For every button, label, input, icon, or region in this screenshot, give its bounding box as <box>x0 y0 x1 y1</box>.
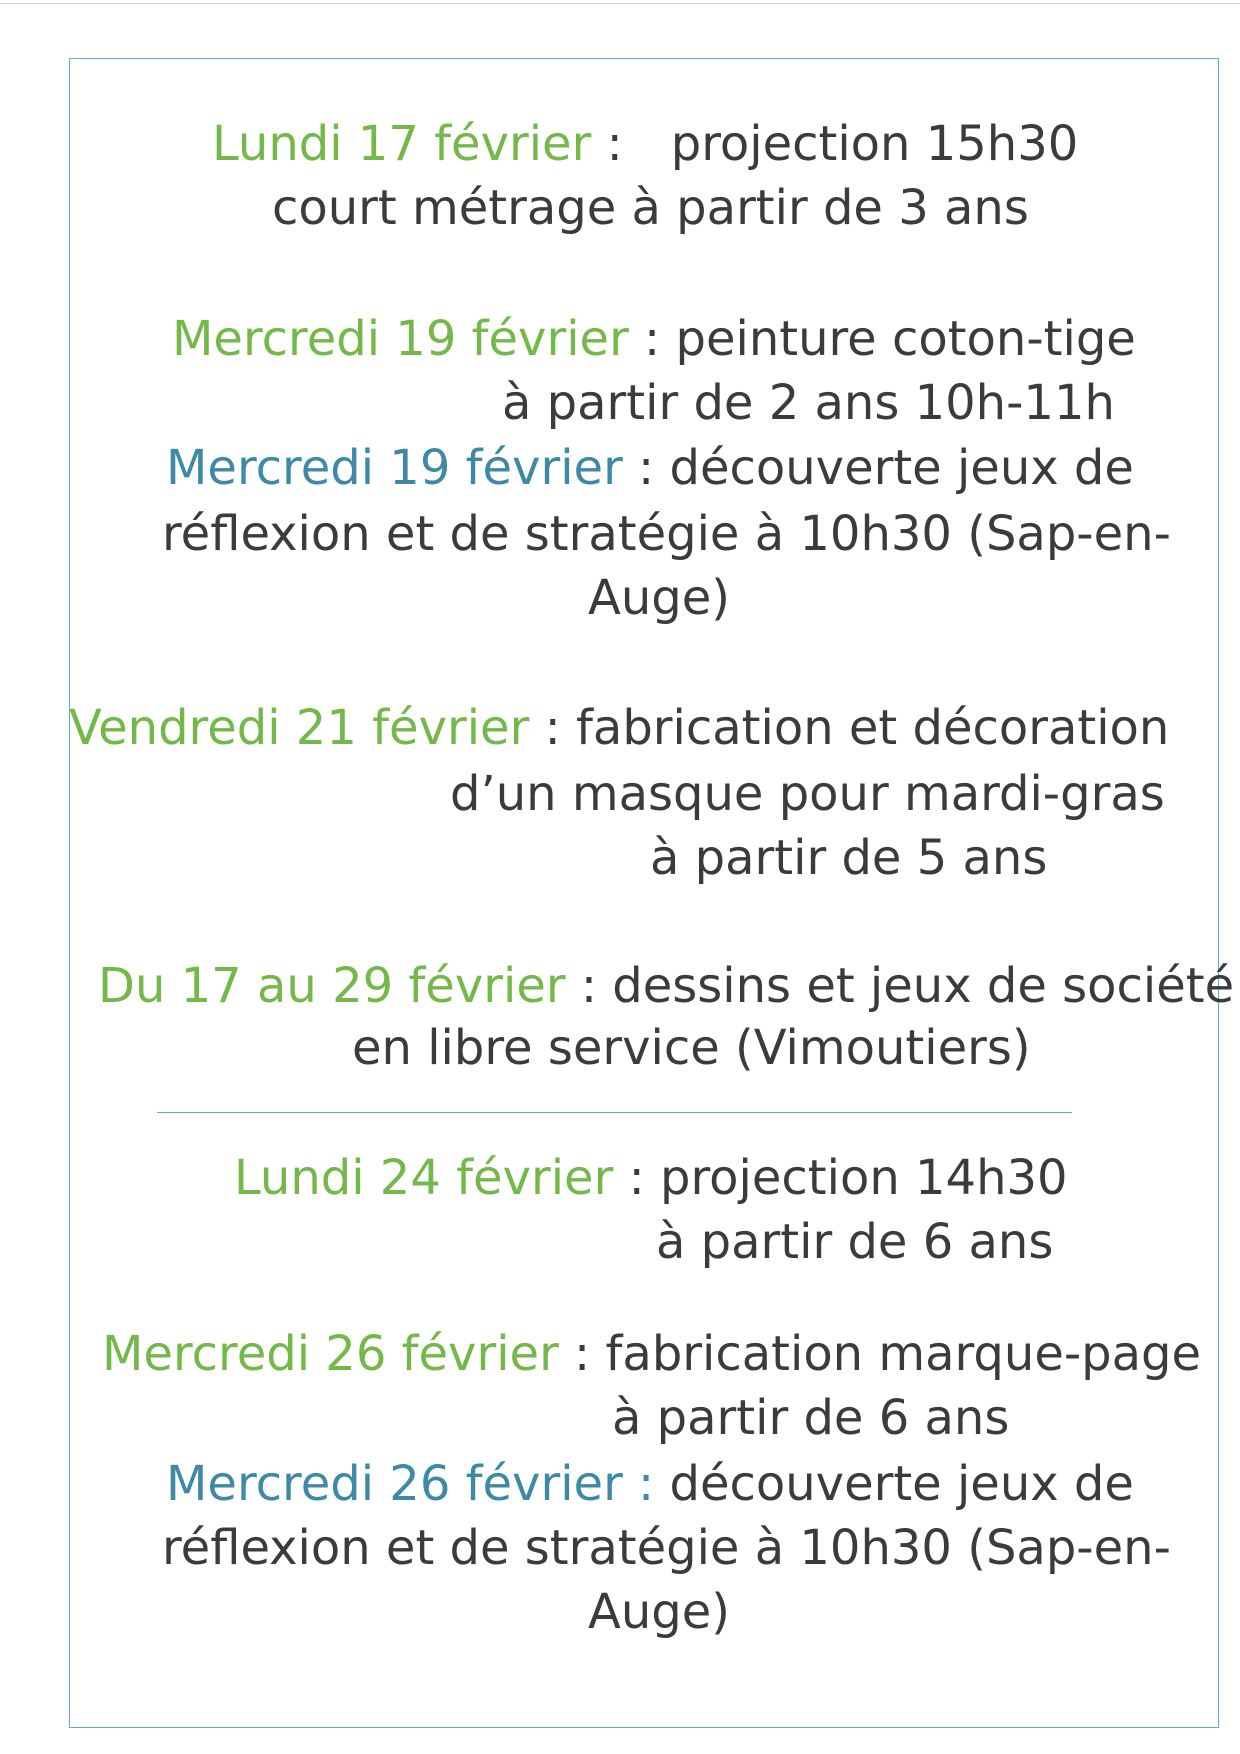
event-1-continuation-1: court métrage à partir de 3 ans <box>272 180 1029 236</box>
event-2-text: peinture coton-tige <box>675 311 1136 367</box>
event-7-continuation-1: à partir de 6 ans <box>612 1390 1010 1446</box>
event-3-separator: : <box>622 440 655 496</box>
section-divider <box>157 1112 1072 1113</box>
event-1-separator: : <box>591 116 623 172</box>
event-8-continuation-1: réflexion et de stratégie à 10h30 (Sap-en- <box>162 1520 1171 1576</box>
event-8-date: Mercredi 26 février : <box>166 1456 655 1512</box>
event-4-date: Vendredi 21 février <box>69 700 530 756</box>
event-5-line-1 <box>98 958 1234 1014</box>
event-1-line-1 <box>212 116 1078 172</box>
event-8-continuation-2: Auge) <box>588 1584 730 1640</box>
event-2-continuation-1: à partir de 2 ans 10h-11h <box>502 375 1115 431</box>
event-2-line-1 <box>172 311 1136 367</box>
event-2-separator: : <box>628 311 661 367</box>
event-6-text: projection 14h30 <box>660 1150 1068 1206</box>
event-5-text: dessins et jeux de société <box>612 958 1235 1014</box>
event-3-continuation-2: Auge) <box>588 570 730 626</box>
event-4-text: fabrication et décoration <box>576 700 1170 756</box>
event-8-text: découverte jeux de <box>669 1456 1134 1512</box>
event-7-date: Mercredi 26 février <box>102 1326 559 1382</box>
event-5-continuation-1: en libre service (Vimoutiers) <box>352 1020 1031 1076</box>
event-3-line-1 <box>166 440 1134 496</box>
event-5-separator: : <box>565 958 598 1014</box>
event-4-line-1 <box>69 700 1169 756</box>
event-6-line-1 <box>234 1150 1068 1206</box>
event-6-date: Lundi 24 février <box>234 1150 614 1206</box>
event-7-text: fabrication marque-page <box>605 1326 1202 1382</box>
event-3-date: Mercredi 19 février <box>166 440 623 496</box>
event-7-separator: : <box>558 1326 591 1382</box>
event-4-continuation-2: à partir de 5 ans <box>650 830 1048 886</box>
event-3-text: découverte jeux de <box>669 440 1134 496</box>
scan-edge-line <box>0 3 1240 4</box>
event-1-date: Lundi 17 février <box>212 116 592 172</box>
event-4-continuation-1: d’un masque pour mardi-gras <box>450 766 1165 822</box>
event-1-text: projection 15h30 <box>670 116 1079 172</box>
event-6-continuation-1: à partir de 6 ans <box>656 1214 1054 1270</box>
event-7-line-1 <box>102 1326 1201 1382</box>
event-5-date: Du 17 au 29 février <box>98 958 566 1014</box>
event-6-separator: : <box>613 1150 645 1206</box>
event-2-date: Mercredi 19 février <box>172 311 629 367</box>
event-4-separator: : <box>529 700 561 756</box>
event-3-continuation-1: réflexion et de stratégie à 10h30 (Sap-en- <box>162 506 1171 562</box>
event-8-line-1 <box>166 1456 1134 1512</box>
